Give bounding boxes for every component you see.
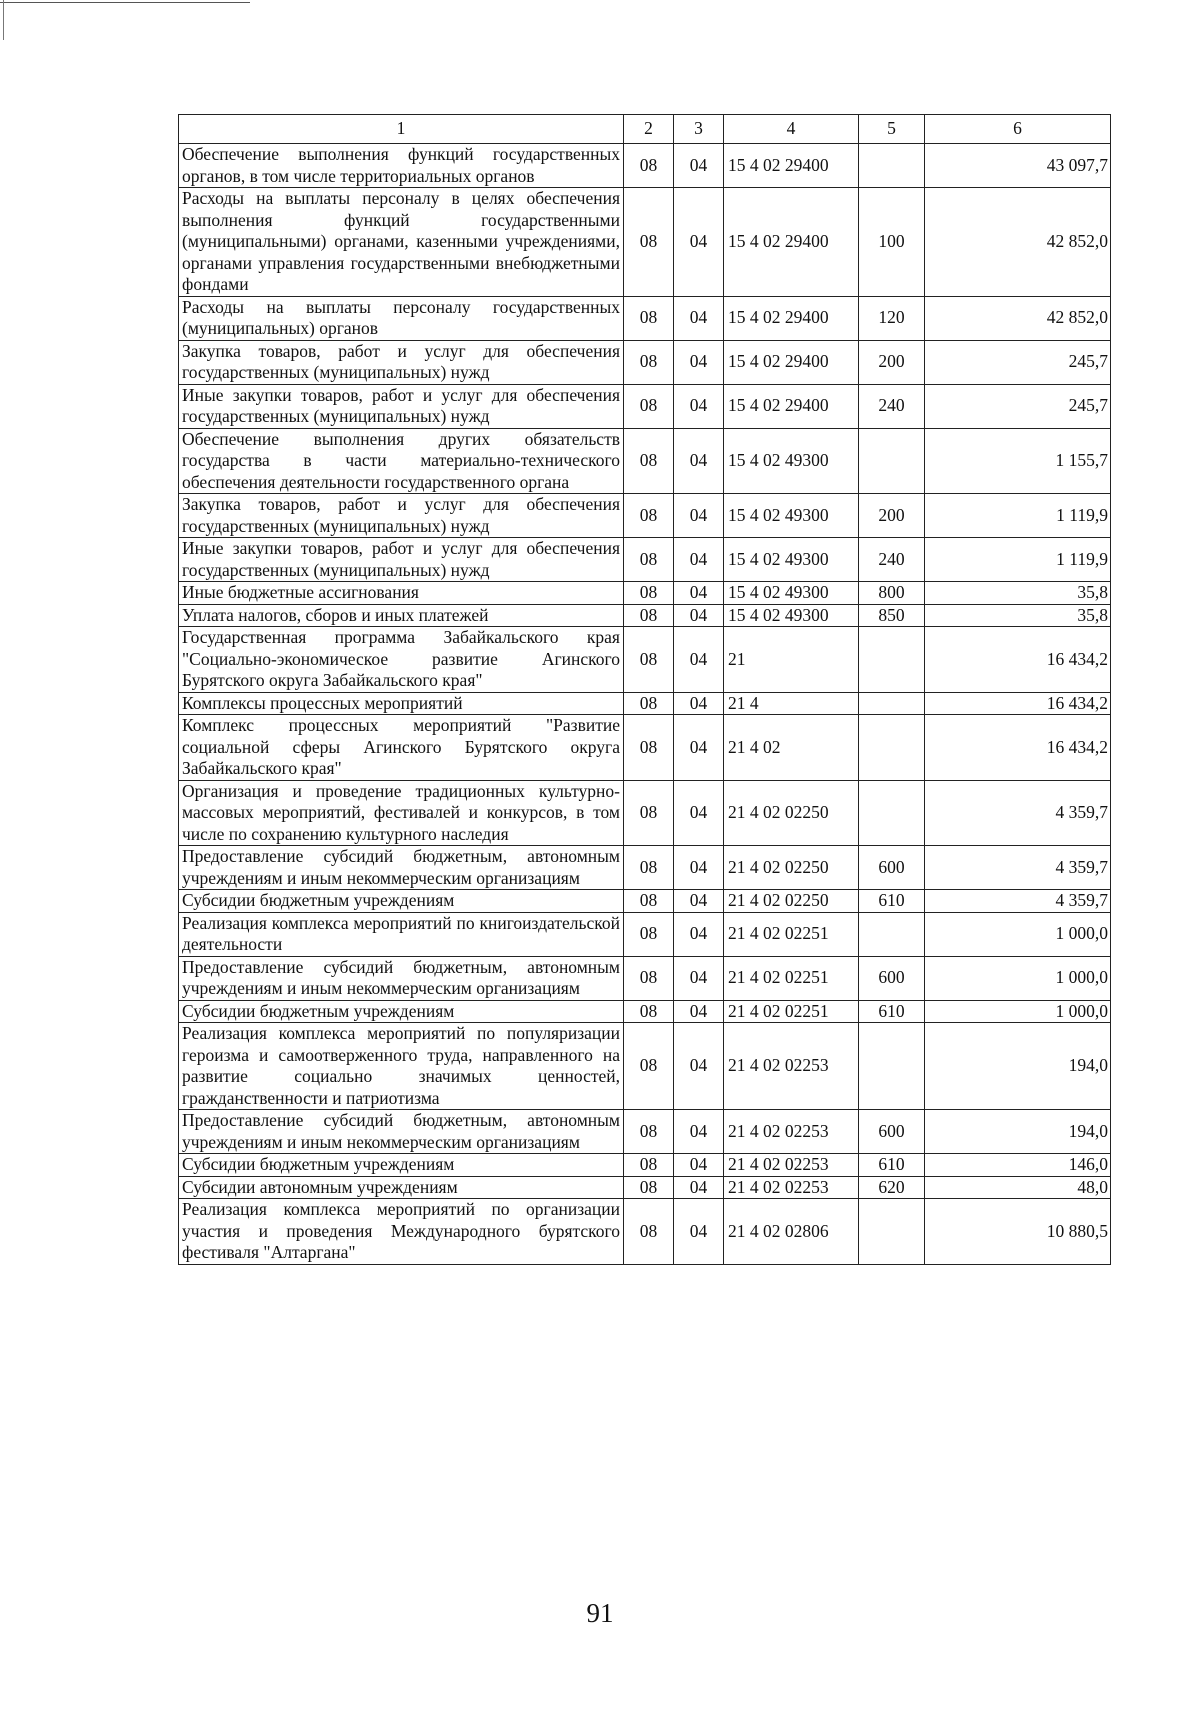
target-article-code: 21 4: [724, 692, 859, 715]
expense-name: Субсидии бюджетным учреждениям: [179, 1154, 624, 1177]
subsection-code: 04: [674, 604, 724, 627]
table-row: [179, 846, 1111, 890]
expense-name: Уплата налогов, сборов и иных платежей: [179, 604, 624, 627]
amount: 10 880,5: [925, 1199, 1111, 1265]
table-row: [179, 890, 1111, 913]
expense-type-code: 850: [859, 604, 925, 627]
subsection-code: 04: [674, 627, 724, 693]
expense-name: Расходы на выплаты персоналу в целях обеспечения выполнения функций государственными (муниципальными) органами, казенными учреждениями, органами управления государственными внебюджетными фондами: [179, 188, 624, 297]
scan-edge-mark: [3, 0, 4, 40]
amount: 42 852,0: [925, 296, 1111, 340]
subsection-code: 04: [674, 384, 724, 428]
expense-name: Субсидии бюджетным учреждениям: [179, 1000, 624, 1023]
target-article-code: 21: [724, 627, 859, 693]
expense-type-code: 240: [859, 538, 925, 582]
expense-name: Иные бюджетные ассигнования: [179, 582, 624, 605]
expense-name: Субсидии бюджетным учреждениям: [179, 890, 624, 913]
expense-type-code: [859, 1199, 925, 1265]
target-article-code: 21 4 02 02253: [724, 1176, 859, 1199]
table-row: [179, 582, 1111, 605]
expense-type-code: 200: [859, 340, 925, 384]
expense-name: Закупка товаров, работ и услуг для обеспечения государственных (муниципальных) нужд: [179, 340, 624, 384]
amount: 1 119,9: [925, 494, 1111, 538]
expense-type-code: [859, 1023, 925, 1110]
section-code: 08: [624, 428, 674, 494]
expense-type-code: 600: [859, 956, 925, 1000]
expense-name: Предоставление субсидий бюджетным, автономным учреждениям и иным некоммерческим организациям: [179, 1110, 624, 1154]
target-article-code: 21 4 02 02253: [724, 1023, 859, 1110]
target-article-code: 21 4 02 02250: [724, 890, 859, 913]
section-code: 08: [624, 538, 674, 582]
subsection-code: 04: [674, 956, 724, 1000]
subsection-code: 04: [674, 1154, 724, 1177]
expense-name: Закупка товаров, работ и услуг для обеспечения государственных (муниципальных) нужд: [179, 494, 624, 538]
header-col-3: 3: [674, 115, 724, 144]
subsection-code: 04: [674, 296, 724, 340]
amount: 1 155,7: [925, 428, 1111, 494]
section-code: 08: [624, 692, 674, 715]
expense-name: Иные закупки товаров, работ и услуг для обеспечения государственных (муниципальных) нужд: [179, 384, 624, 428]
section-code: 08: [624, 604, 674, 627]
expense-type-code: [859, 627, 925, 693]
amount: 245,7: [925, 384, 1111, 428]
section-code: 08: [624, 780, 674, 846]
expense-type-code: [859, 144, 925, 188]
table-row: [179, 604, 1111, 627]
table-row: [179, 384, 1111, 428]
header-col-4: 4: [724, 115, 859, 144]
section-code: 08: [624, 1023, 674, 1110]
expense-type-code: 800: [859, 582, 925, 605]
subsection-code: 04: [674, 188, 724, 297]
table-row: [179, 340, 1111, 384]
header-col-6: 6: [925, 115, 1111, 144]
table-row: [179, 494, 1111, 538]
expense-type-code: 600: [859, 1110, 925, 1154]
subsection-code: 04: [674, 1199, 724, 1265]
table-row: [179, 188, 1111, 297]
target-article-code: 21 4 02: [724, 715, 859, 781]
amount: 194,0: [925, 1023, 1111, 1110]
scan-edge-line: [0, 2, 250, 3]
table-row: [179, 1110, 1111, 1154]
expense-type-code: 610: [859, 890, 925, 913]
amount: 245,7: [925, 340, 1111, 384]
table-row: [179, 1176, 1111, 1199]
section-code: 08: [624, 890, 674, 913]
header-col-1: 1: [179, 115, 624, 144]
expense-type-code: [859, 715, 925, 781]
section-code: 08: [624, 582, 674, 605]
page-number: 91: [586, 1598, 614, 1628]
section-code: 08: [624, 1199, 674, 1265]
table-row: [179, 956, 1111, 1000]
amount: 43 097,7: [925, 144, 1111, 188]
table-body: [179, 144, 1111, 1265]
table-row: [179, 1023, 1111, 1110]
expense-type-code: [859, 912, 925, 956]
target-article-code: 15 4 02 49300: [724, 538, 859, 582]
table-row: [179, 296, 1111, 340]
target-article-code: 15 4 02 49300: [724, 428, 859, 494]
section-code: 08: [624, 1154, 674, 1177]
subsection-code: 04: [674, 890, 724, 913]
subsection-code: 04: [674, 692, 724, 715]
table-row: [179, 715, 1111, 781]
amount: 146,0: [925, 1154, 1111, 1177]
section-code: 08: [624, 1110, 674, 1154]
subsection-code: 04: [674, 340, 724, 384]
table-row: [179, 780, 1111, 846]
target-article-code: 15 4 02 49300: [724, 582, 859, 605]
expense-type-code: 240: [859, 384, 925, 428]
subsection-code: 04: [674, 428, 724, 494]
expense-type-code: [859, 428, 925, 494]
subsection-code: 04: [674, 1176, 724, 1199]
amount: 35,8: [925, 604, 1111, 627]
subsection-code: 04: [674, 144, 724, 188]
amount: 16 434,2: [925, 692, 1111, 715]
expense-type-code: [859, 692, 925, 715]
table-row: [179, 144, 1111, 188]
expense-name: Реализация комплекса мероприятий по популяризации героизма и самоотверженного труда, направленного на развитие социально значимых ценностей, гражданственности и патриотизма: [179, 1023, 624, 1110]
amount: 1 000,0: [925, 912, 1111, 956]
table-row: [179, 428, 1111, 494]
target-article-code: 15 4 02 29400: [724, 340, 859, 384]
target-article-code: 15 4 02 29400: [724, 296, 859, 340]
target-article-code: 15 4 02 29400: [724, 188, 859, 297]
subsection-code: 04: [674, 538, 724, 582]
section-code: 08: [624, 912, 674, 956]
target-article-code: 15 4 02 49300: [724, 494, 859, 538]
section-code: 08: [624, 1000, 674, 1023]
section-code: 08: [624, 384, 674, 428]
expense-name: Организация и проведение традиционных культурно-массовых мероприятий, фестивалей и конкурсов, в том числе по сохранению культурного наследия: [179, 780, 624, 846]
expense-type-code: 610: [859, 1000, 925, 1023]
table-row: [179, 627, 1111, 693]
amount: 194,0: [925, 1110, 1111, 1154]
amount: 4 359,7: [925, 780, 1111, 846]
expense-type-code: [859, 780, 925, 846]
amount: 16 434,2: [925, 627, 1111, 693]
amount: 48,0: [925, 1176, 1111, 1199]
expense-type-code: 600: [859, 846, 925, 890]
header-col-2: 2: [624, 115, 674, 144]
subsection-code: 04: [674, 715, 724, 781]
header-row: [179, 115, 1111, 144]
subsection-code: 04: [674, 846, 724, 890]
budget-table: [178, 114, 1111, 1265]
subsection-code: 04: [674, 494, 724, 538]
table-row: [179, 1199, 1111, 1265]
expense-type-code: 610: [859, 1154, 925, 1177]
expense-type-code: 120: [859, 296, 925, 340]
subsection-code: 04: [674, 1023, 724, 1110]
subsection-code: 04: [674, 1000, 724, 1023]
expense-name: Комплекс процессных мероприятий "Развитие социальной сферы Агинского Бурятского округа Забайкальского края": [179, 715, 624, 781]
target-article-code: 21 4 02 02250: [724, 780, 859, 846]
expense-name: Реализация комплекса мероприятий по книгоиздательской деятельности: [179, 912, 624, 956]
subsection-code: 04: [674, 780, 724, 846]
target-article-code: 21 4 02 02806: [724, 1199, 859, 1265]
expense-name: Государственная программа Забайкальского края "Социально-экономическое развитие Агинского Бурятского округа Забайкальского края": [179, 627, 624, 693]
expense-name: Обеспечение выполнения других обязательств государства в части материально-технического обеспечения деятельности государственного органа: [179, 428, 624, 494]
section-code: 08: [624, 188, 674, 297]
amount: 42 852,0: [925, 188, 1111, 297]
section-code: 08: [624, 1176, 674, 1199]
expense-name: Реализация комплекса мероприятий по организации участия и проведения Международного бурятского фестиваля "Алтаргана": [179, 1199, 624, 1265]
expense-name: Иные закупки товаров, работ и услуг для обеспечения государственных (муниципальных) нужд: [179, 538, 624, 582]
expense-name: Предоставление субсидий бюджетным, автономным учреждениям и иным некоммерческим организациям: [179, 956, 624, 1000]
expense-type-code: 100: [859, 188, 925, 297]
amount: 1 119,9: [925, 538, 1111, 582]
amount: 4 359,7: [925, 890, 1111, 913]
section-code: 08: [624, 956, 674, 1000]
expense-name: Расходы на выплаты персоналу государственных (муниципальных) органов: [179, 296, 624, 340]
section-code: 08: [624, 144, 674, 188]
expense-name: Субсидии автономным учреждениям: [179, 1176, 624, 1199]
section-code: 08: [624, 494, 674, 538]
target-article-code: 21 4 02 02253: [724, 1110, 859, 1154]
target-article-code: 21 4 02 02253: [724, 1154, 859, 1177]
target-article-code: 15 4 02 49300: [724, 604, 859, 627]
expense-type-code: 620: [859, 1176, 925, 1199]
subsection-code: 04: [674, 582, 724, 605]
expense-name: Обеспечение выполнения функций государственных органов, в том числе территориальных органов: [179, 144, 624, 188]
target-article-code: 15 4 02 29400: [724, 384, 859, 428]
section-code: 08: [624, 296, 674, 340]
table-row: [179, 912, 1111, 956]
section-code: 08: [624, 627, 674, 693]
amount: 4 359,7: [925, 846, 1111, 890]
table-row: [179, 1154, 1111, 1177]
target-article-code: 21 4 02 02251: [724, 1000, 859, 1023]
target-article-code: 21 4 02 02251: [724, 956, 859, 1000]
expense-type-code: 200: [859, 494, 925, 538]
table-row: [179, 692, 1111, 715]
header-col-5: 5: [859, 115, 925, 144]
section-code: 08: [624, 846, 674, 890]
amount: 1 000,0: [925, 1000, 1111, 1023]
amount: 1 000,0: [925, 956, 1111, 1000]
expense-name: Предоставление субсидий бюджетным, автономным учреждениям и иным некоммерческим организациям: [179, 846, 624, 890]
section-code: 08: [624, 715, 674, 781]
section-code: 08: [624, 340, 674, 384]
expense-name: Комплексы процессных мероприятий: [179, 692, 624, 715]
subsection-code: 04: [674, 1110, 724, 1154]
amount: 35,8: [925, 582, 1111, 605]
table-row: [179, 1000, 1111, 1023]
table-row: [179, 538, 1111, 582]
target-article-code: 15 4 02 29400: [724, 144, 859, 188]
amount: 16 434,2: [925, 715, 1111, 781]
subsection-code: 04: [674, 912, 724, 956]
target-article-code: 21 4 02 02250: [724, 846, 859, 890]
target-article-code: 21 4 02 02251: [724, 912, 859, 956]
